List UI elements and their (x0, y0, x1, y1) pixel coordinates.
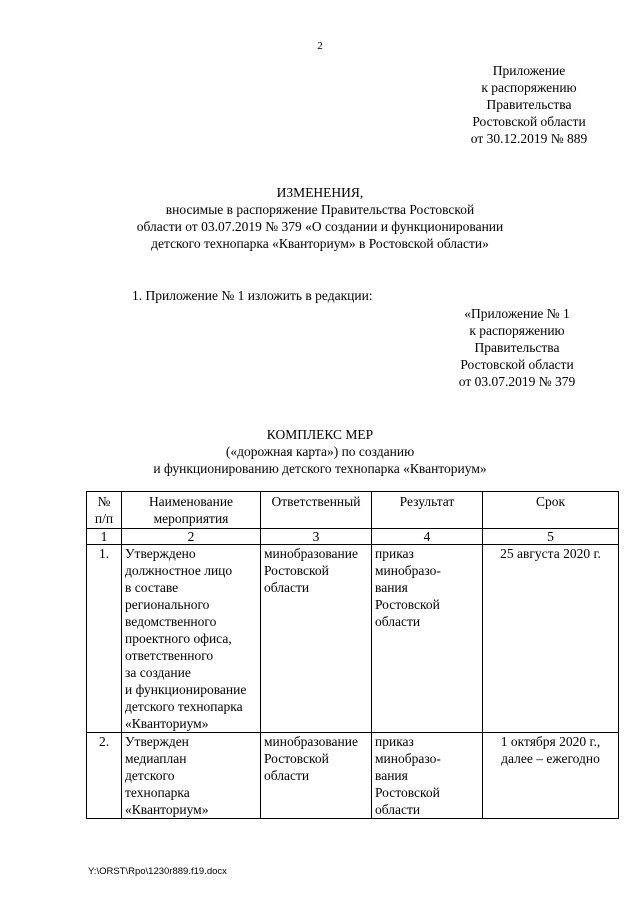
title-heading: ИЗМЕНЕНИЯ, (276, 185, 364, 200)
appendix-line: к распоряжению (481, 80, 577, 95)
inner-appendix-line: «Приложение № 1 (464, 306, 570, 321)
appendix-line: Ростовской области (472, 114, 586, 129)
header-cell-number: № п/п (87, 492, 122, 529)
column-number: 5 (483, 529, 619, 545)
row-deadline-cell: 1 октября 2020 г., далее – ежегодно (483, 733, 619, 819)
inner-appendix-line: от 03.07.2019 № 379 (458, 374, 576, 389)
complex-line: («дорожная карта») по созданию (225, 444, 415, 459)
title-line: области от 03.07.2019 № 379 «О создании и функционировании (136, 219, 504, 234)
inner-appendix-line: к распоряжению (469, 323, 565, 338)
inner-appendix-line: Ростовской области (460, 357, 574, 372)
complex-line: и функционированию детского технопарка «Кванториум» (153, 461, 487, 476)
column-number: 3 (261, 529, 372, 545)
row-responsible-cell: минобразование Ростовской области (261, 733, 372, 819)
row-result-cell: приказ минобразо- вания Ростовской области (372, 545, 483, 733)
row-deadline-cell: 25 августа 2020 г. (483, 545, 619, 733)
complex-title (80, 426, 560, 477)
column-number: 2 (122, 529, 261, 545)
appendix-line: от 30.12.2019 № 889 (470, 131, 588, 146)
file-path-footer: Y:\ORST\Rpo\1230r889.f19.docx (88, 866, 227, 877)
item-1-text: 1. Приложение № 1 изложить в редакции: (132, 288, 373, 303)
title-line: детского технопарка «Кванториум» в Ростовской области» (151, 236, 489, 251)
row-result-cell: приказ минобразо- вания Ростовской области (372, 733, 483, 819)
row-responsible-cell: минобразование Ростовской области (261, 545, 372, 733)
header-cell-deadline: Срок (483, 492, 619, 529)
header-cell-responsible: Ответственный (261, 492, 372, 529)
row-number: 2. (87, 733, 122, 819)
column-number: 1 (87, 529, 122, 545)
row-name-cell: Утвержден медиаплан детского технопарка «Кванториум» (122, 733, 261, 819)
title-line: вносимые в распоряжение Правительства Ростовской (165, 202, 475, 217)
inner-appendix-header (437, 305, 597, 390)
appendix-line: Приложение (492, 63, 566, 78)
complex-heading: КОМПЛЕКС МЕР (266, 427, 374, 442)
row-name-cell: Утверждено должностное лицо в составе регионального ведомственного проектного офиса, ответственного за создание и функционирование детского технопарка «Кванториум» (122, 545, 261, 733)
document-title (80, 184, 560, 252)
roadmap-table (86, 491, 619, 819)
page-number: 2 (317, 40, 323, 52)
header-cell-result: Результат (372, 492, 483, 529)
appendix-line: Правительства (486, 97, 572, 112)
inner-appendix-line: Правительства (474, 340, 560, 355)
header-cell-name: Наименование мероприятия (122, 492, 261, 529)
column-number: 4 (372, 529, 483, 545)
table-row (87, 733, 619, 819)
column-number-row (87, 529, 619, 545)
table-row (87, 545, 619, 733)
table-header-row (87, 492, 619, 529)
row-number: 1. (87, 545, 122, 733)
appendix-header (449, 62, 609, 147)
